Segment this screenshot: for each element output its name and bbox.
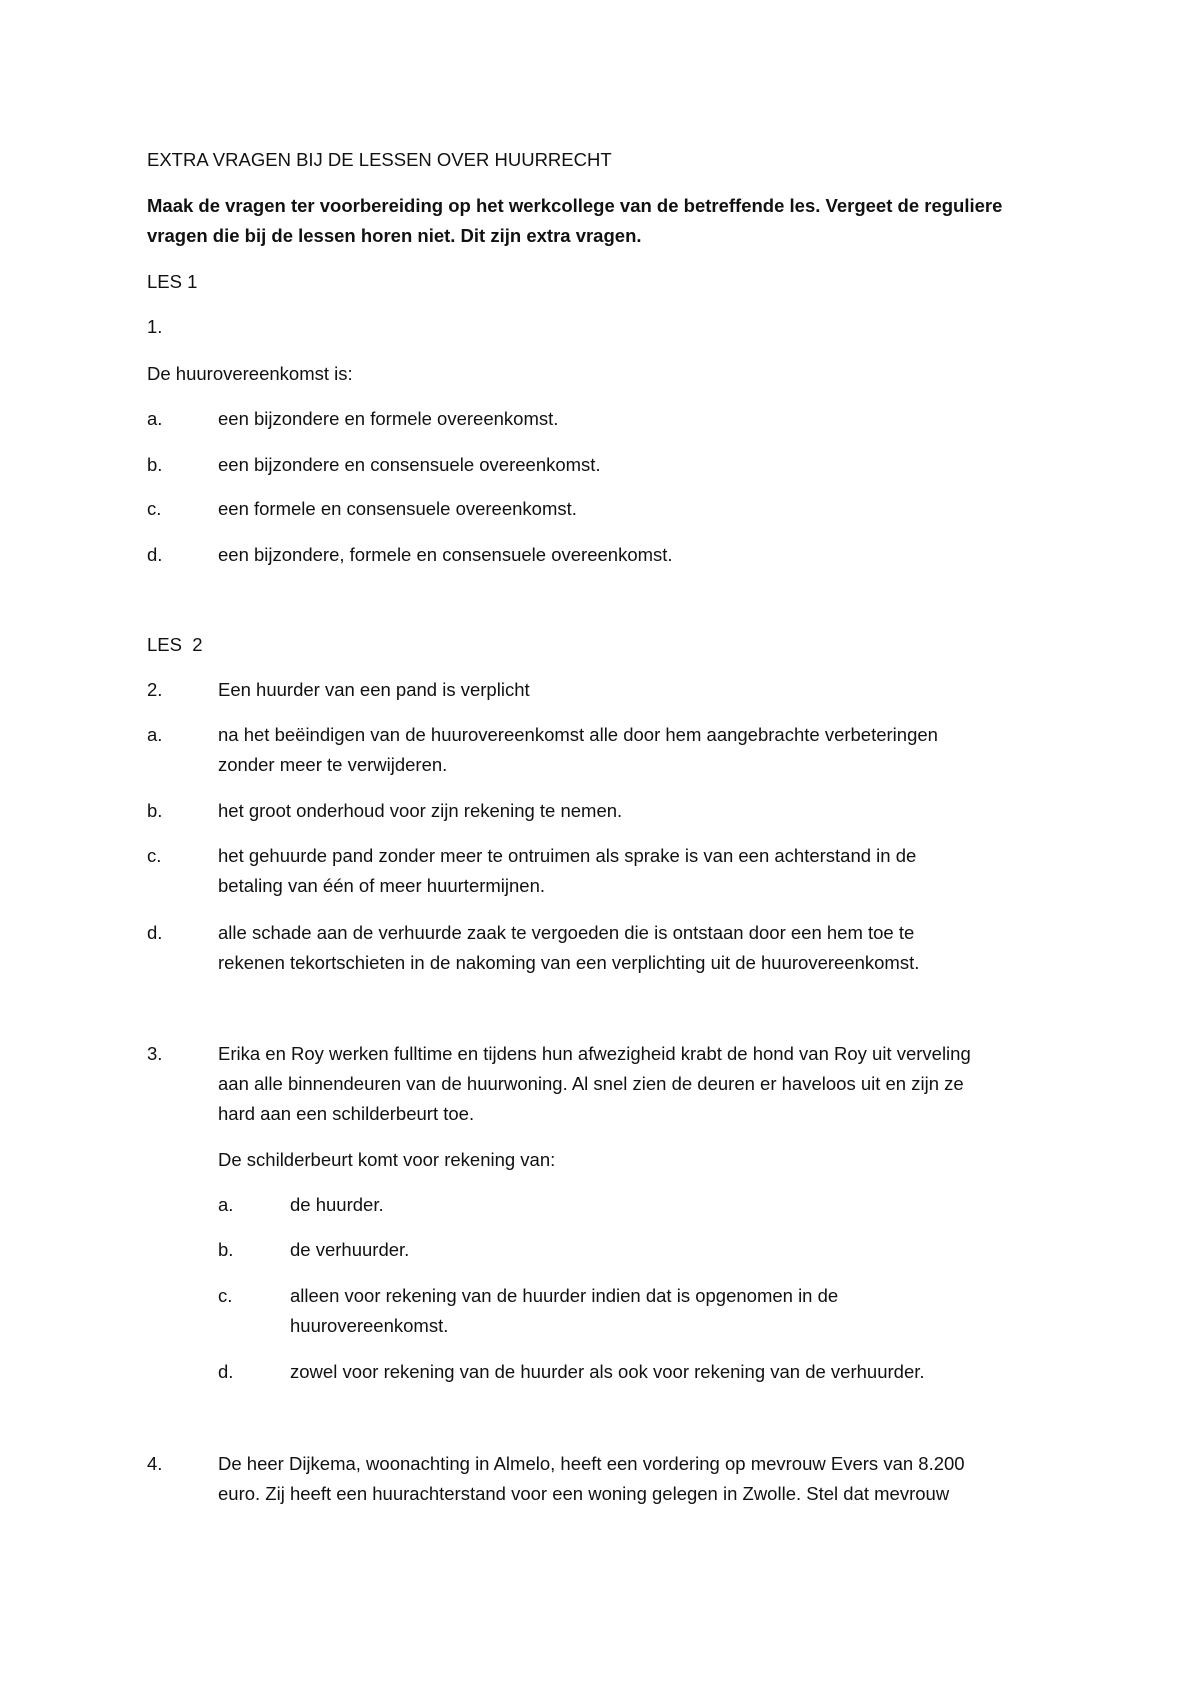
q1-option-d-label: d. <box>147 544 163 565</box>
intro-line-1: Maak de vragen ter voorbereiding op het werkcollege van de betreffende les. Vergeet de reguliere <box>147 195 1003 216</box>
q2-option-b-label: b. <box>147 800 163 821</box>
q3-stem-line1: Erika en Roy werken fulltime en tijdens hun afwezigheid krabt de hond van Roy uit verveling <box>218 1043 971 1064</box>
q4-number: 4. <box>147 1453 163 1474</box>
q1-option-c-text: een formele en consensuele overeenkomst. <box>218 498 577 519</box>
q3-sub-stem: De schilderbeurt komt voor rekening van: <box>218 1149 556 1170</box>
q2-number: 2. <box>147 679 163 700</box>
q3-option-a-line1: de huurder. <box>290 1194 384 1215</box>
q1-option-a-text: een bijzondere en formele overeenkomst. <box>218 408 559 429</box>
q2-option-a-line1: na het beëindigen van de huurovereenkomst alle door hem aangebrachte verbeteringen <box>218 724 938 745</box>
q2-option-c-line2: betaling van één of meer huurtermijnen. <box>218 875 546 896</box>
les1-heading: LES 1 <box>147 271 198 292</box>
q3-option-c-line2: huurovereenkomst. <box>290 1315 449 1336</box>
q1-option-b-text: een bijzondere en consensuele overeenkomst. <box>218 454 601 475</box>
q4-stem-line1: De heer Dijkema, woonachting in Almelo, heeft een vordering op mevrouw Evers van 8.200 <box>218 1453 965 1474</box>
q1-option-b-label: b. <box>147 454 163 475</box>
q2-option-d-line1: alle schade aan de verhuurde zaak te vergoeden die is ontstaan door een hem toe te <box>218 922 915 943</box>
q2-option-d-label: d. <box>147 922 163 943</box>
q2-option-c-label: c. <box>147 845 162 866</box>
intro-line-2: vragen die bij de lessen horen niet. Dit zijn extra vragen. <box>147 225 642 246</box>
q3-option-a-label: a. <box>218 1194 234 1215</box>
q3-option-b-label: b. <box>218 1239 234 1260</box>
q1-option-c-label: c. <box>147 498 162 519</box>
q3-number: 3. <box>147 1043 163 1064</box>
document-title: EXTRA VRAGEN BIJ DE LESSEN OVER HUURRECHT <box>147 149 612 170</box>
q1-option-d-text: een bijzondere, formele en consensuele overeenkomst. <box>218 544 673 565</box>
les2-heading: LES 2 <box>147 634 203 655</box>
q2-stem: Een huurder van een pand is verplicht <box>218 679 530 700</box>
q2-option-a-label: a. <box>147 724 163 745</box>
q3-stem-line2: aan alle binnendeuren van de huurwoning. Al snel zien de deuren er haveloos uit en zijn ze <box>218 1073 964 1094</box>
q1-number: 1. <box>147 316 163 337</box>
q3-option-c-line1: alleen voor rekening van de huurder indien dat is opgenomen in de <box>290 1285 839 1306</box>
q3-option-b-line1: de verhuurder. <box>290 1239 410 1260</box>
q2-option-c-line1: het gehuurde pand zonder meer te ontruimen als sprake is van een achterstand in de <box>218 845 917 866</box>
q1-option-a-label: a. <box>147 408 163 429</box>
q1-stem: De huurovereenkomst is: <box>147 363 353 384</box>
q3-option-c-label: c. <box>218 1285 233 1306</box>
q2-option-a-line2: zonder meer te verwijderen. <box>218 754 448 775</box>
q3-option-d-label: d. <box>218 1361 234 1382</box>
q2-option-d-line2: rekenen tekortschieten in de nakoming van een verplichting uit de huurovereenkomst. <box>218 952 920 973</box>
q3-option-d-line1: zowel voor rekening van de huurder als ook voor rekening van de verhuurder. <box>290 1361 925 1382</box>
q2-option-b-line1: het groot onderhoud voor zijn rekening te nemen. <box>218 800 623 821</box>
q4-stem-line2: euro. Zij heeft een huurachterstand voor een woning gelegen in Zwolle. Stel dat mevrouw <box>218 1483 950 1504</box>
q3-stem-line3: hard aan een schilderbeurt toe. <box>218 1103 475 1124</box>
